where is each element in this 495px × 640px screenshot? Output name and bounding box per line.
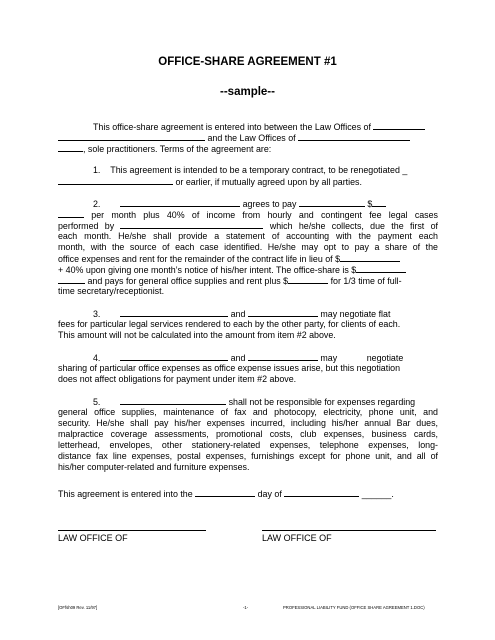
clause-number: 4. [93,353,101,363]
clause-5-line-6: distance fax line expenses, postal expenses, furnishings except for phone unit, and all of [58,451,438,461]
clause-2-line-4: each month. He/she shall provide a statement of accounting with the payment each [58,231,438,241]
document-subtitle: --sample-- [220,86,275,98]
blank-field [58,176,173,185]
blank-field [288,275,328,284]
clause-number: 2. [93,199,101,209]
clause-3-line-2: fees for particular legal services rendered to each by the other party, for clients of each. [58,319,401,329]
document-title: OFFICE-SHARE AGREEMENT #1 [158,56,337,68]
signature-line-left [58,530,206,531]
clause-number: 5. [93,397,101,407]
clause-1-line-2: or earlier, if mutually agreed upon by all parties. [58,176,362,188]
footer-revision: [OFfsh09 Rev. 11/97] [58,605,98,610]
footer-page-number: -1- [243,605,249,610]
clause-5-line-4: malpractice coverage assessments, promotional costs, club expenses, business cards, [58,429,438,439]
clause-4-line-1: 4. and may negotiate [93,353,404,363]
clause-1-line-1: 1. This agreement is intended to be a temporary contract, to be renegotiated _ [93,165,408,175]
intro-line-2: and the Law Offices of [58,132,410,144]
blank-field [373,121,425,130]
clause-4-line-2: sharing of particular office expenses as office expense issues arise, but this negotiation [58,363,401,373]
blank-field [195,488,255,497]
clause-4-line-3: does not affect obligations for payment under item #2 above. [58,374,297,384]
clause-3-line-3: This amount will not be calculated into the amount from item #2 above. [58,330,336,340]
blank-field [58,132,205,141]
blank-field [298,132,410,141]
blank-field [120,198,240,207]
clause-2-line-7: + 40% upon giving one month’s notice of his/her intent. The office-share is $ [58,264,406,276]
clause-2-line-3: performed by which he/she collects, due the first of [58,221,438,231]
clause-3-line-1: 3. and may negotiate flat [93,309,391,319]
blank-field [248,308,318,317]
clause-2-line-6: office expenses and rent for the remainder of the contract life in lieu of $ [58,253,400,265]
blank-field [299,198,365,207]
blank-field [58,209,84,218]
clause-number: 1. [93,165,101,175]
footer-document-name: PROFESSIONAL LIABILITY FUND (OFFICE SHARE AGREEMENT 1.DOC) [283,605,425,610]
signature-label-left: LAW OFFICE OF [58,533,128,543]
clause-5-line-3: security. He/she shall pay his/her expenses incurred, including his/her annual Bar dues, [58,418,438,428]
clause-2-line-8: and pays for general office supplies and rent plus $ for 1/3 time of full- [58,275,402,287]
blank-field [340,253,400,262]
blank-field [120,396,226,405]
clause-5-line-1: 5. shall not be responsible for expenses regarding [93,397,416,407]
clause-number: 3. [93,309,101,319]
clause-5-line-7: his/her computer-related and furniture expenses. [58,462,250,472]
clause-2-line-5: month, with the source of each case identified. He/she may opt to pay a share of the [58,242,438,252]
intro-line-3: , sole practitioners. Terms of the agreement are: [58,143,271,155]
blank-field [120,220,263,229]
signature-label-right: LAW OFFICE OF [262,533,332,543]
signature-line-right [262,530,436,531]
blank-field [284,488,359,497]
clause-2-line-1: 2. agrees to pay $ [93,198,386,210]
clause-5-line-2: general office supplies, maintenance of fax and photocopy, electricity, phone unit, and [58,407,438,417]
intro-line-1: This office-share agreement is entered into between the Law Offices of [93,121,425,133]
clause-2-line-2: per month plus 40% of income from hourly and contingent fee legal cases [58,209,438,221]
blank-field [58,143,83,152]
blank-field [120,352,228,361]
clause-5-line-5: letterhead, envelopes, other stationery-related expenses, telephone expenses, long- [58,440,438,450]
blank-field [248,352,318,361]
clause-2-line-9: time secretary/receptionist. [58,286,165,296]
closing-line: This agreement is entered into the day of ______. [58,489,394,499]
blank-field [120,308,228,317]
blank-field [58,275,85,284]
blank-field [372,198,386,207]
blank-field [356,264,406,273]
